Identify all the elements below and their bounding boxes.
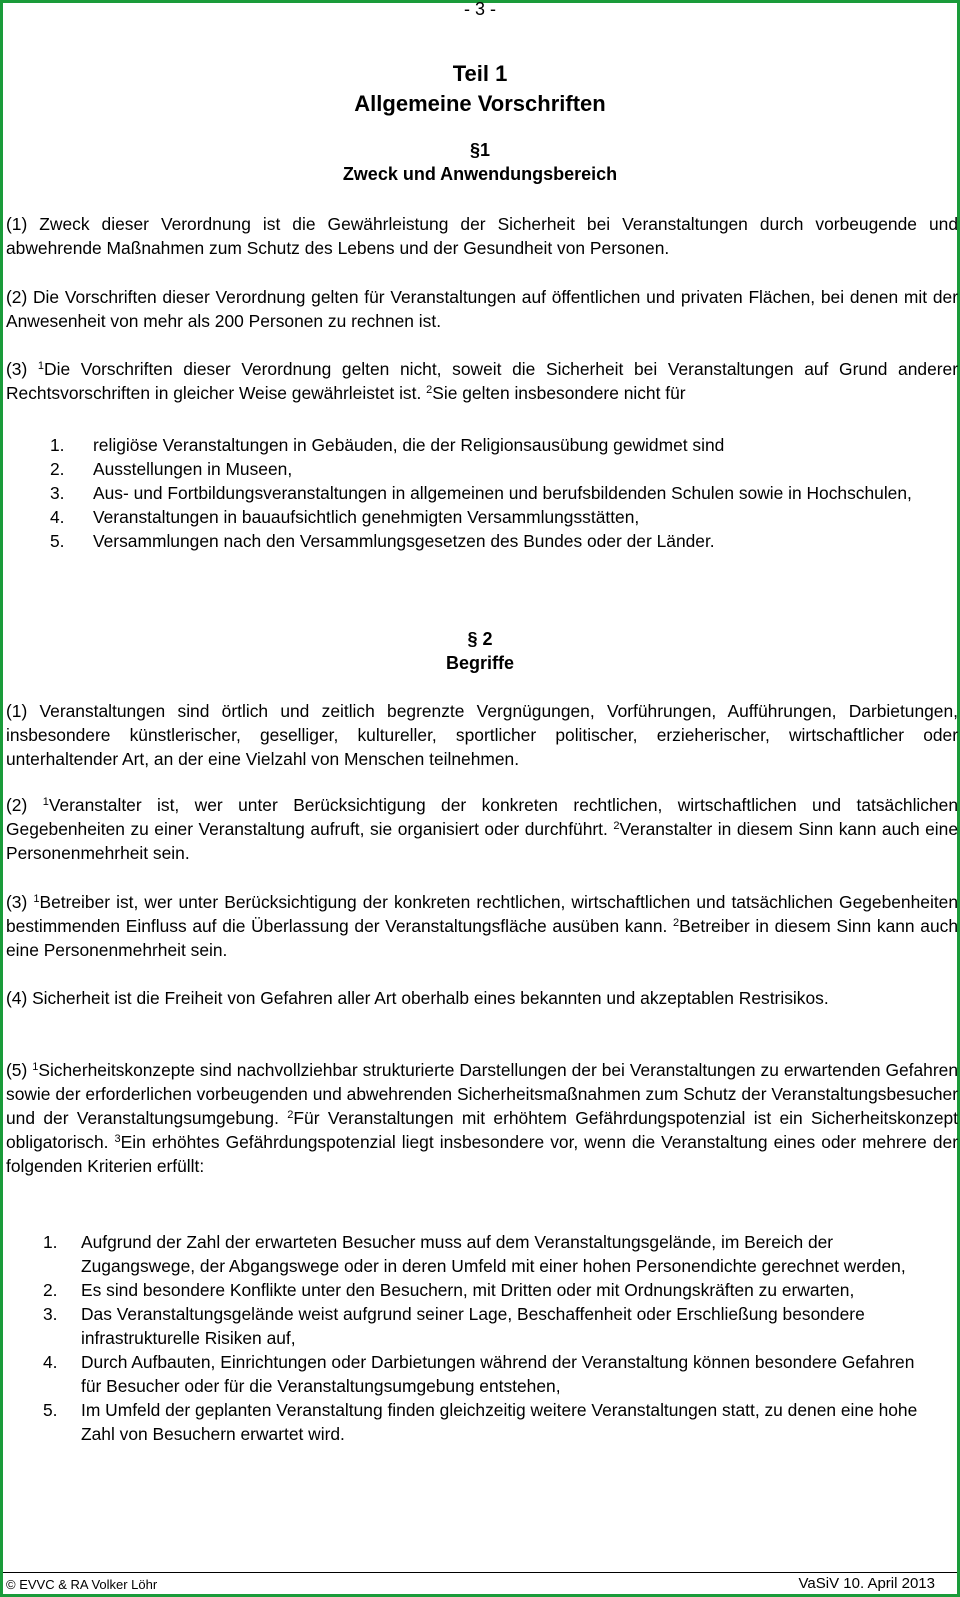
paragraph-1-2: (2) Die Vorschriften dieser Verordnung gelten für Veranstaltungen auf öffentlichen und privaten Flächen, bei denen mit der Anwesenheit von mehr als 200 Personen zu rechnen ist.	[6, 287, 958, 331]
page-number: - 3 -	[463, 0, 496, 19]
list-item: 5. Im Umfeld der geplanten Veranstaltung finden gleichzeitig weitere Veranstaltungen statt, zu denen eine hohe Zahl von Besuchern erwartet wird.	[43, 1400, 918, 1444]
paragraph-1-3: (3) $^1$Die Vorschriften dieser Verordnung gelten nicht, soweit die Sicherheit bei Veranstaltungen auf Grund anderer Rechtsvorschriften in gleicher Weise gewährleistet ist. $^2$Sie gelten insbesondere nicht für	[6, 359, 958, 403]
section-number: §1	[469, 140, 491, 160]
list-item: 2. Es sind besondere Konflikte unter den Besuchern, mit Dritten oder mit Ordnungskräften zu erwarten,	[43, 1280, 855, 1300]
section-2-heading	[3, 627, 957, 675]
list-item: 1. religiöse Veranstaltungen in Gebäuden, die der Religionsausübung gewidmet sind	[50, 435, 725, 455]
part-title: Allgemeine Vorschriften	[354, 91, 606, 116]
section-title: Begriffe	[445, 653, 514, 673]
list-item: 4. Veranstaltungen in bauaufsichtlich genehmigten Versammlungsstätten,	[50, 507, 640, 527]
list-item: 3. Das Veranstaltungsgelände weist aufgrund seiner Lage, Beschaffenheit oder Erschließung besondere infrastrukturelle Risiken auf,	[43, 1304, 865, 1348]
list-item: 2. Ausstellungen in Museen,	[50, 459, 293, 479]
paragraph-2-4: (4) Sicherheit ist die Freiheit von Gefahren aller Art oberhalb eines bekannten und akzeptablen Restrisikos.	[6, 988, 829, 1008]
footer-copyright: © EVVC & RA Volker Löhr	[6, 1577, 158, 1592]
list-item: 1. Aufgrund der Zahl der erwarteten Besucher muss auf dem Veranstaltungsgelände, im Bereich der Zugangswege, der Abgangswege oder in deren Umfeld mit einer hohen Personendichte gerechnet werden,	[43, 1232, 906, 1276]
section-1-list	[50, 433, 955, 553]
part-number: Teil 1	[452, 61, 508, 86]
section-2-list	[43, 1230, 927, 1446]
paragraph-1-1: (1) Zweck dieser Verordnung ist die Gewährleistung der Sicherheit bei Veranstaltungen durch vorbeugende und abwehrende Maßnahmen zum Schutz des Lebens und der Gesundheit von Personen.	[6, 214, 958, 258]
footer-divider	[3, 1572, 957, 1573]
section-1-heading	[3, 138, 957, 186]
part-heading	[3, 59, 957, 119]
list-item: 5. Versammlungen nach den Versammlungsgesetzen des Bundes oder der Länder.	[50, 531, 715, 551]
paragraph-2-5: (5) $^1$Sicherheitskonzepte sind nachvollziehbar strukturierte Darstellungen der bei Veranstaltungen zu erwartenden Gefahren sowie der erforderlichen vorbeugenden und abwehrenden Sicherheitsmaßnahmen zum Schutz der Veranstaltungsbesucher und der Veranstaltungsumgebung. $^2$Für Veranstaltungen mit erhöhtem Gefährdungspotenzial ist ein Sicherheitskonzept obligatorisch. $^3$Ein erhöhtes Gefährdungspotenzial liegt insbesondere vor, wenn die Veranstaltung eines oder mehrere der folgenden Kriterien erfüllt:	[6, 1060, 958, 1176]
section-title: Zweck und Anwendungsbereich	[342, 164, 618, 184]
list-item: 3. Aus- und Fortbildungsveranstaltungen in allgemeinen und berufsbildenden Schulen sowie in Hochschulen,	[50, 483, 912, 503]
paragraph-2-3: (3) $^1$Betreiber ist, wer unter Berücksichtigung der konkreten rechtlichen, wirtschaftlichen und tatsächlichen Gegebenheiten bestimmenden Einfluss auf die Überlassung der Veranstaltungsfläche ausüben kann. $^2$Betreiber in diesem Sinn kann auch eine Personenmehrheit sein.	[6, 892, 958, 960]
paragraph-2-1: (1) Veranstaltungen sind örtlich und zeitlich begrenzte Vergnügungen, Vorführungen, Aufführungen, Darbietungen, insbesondere künstlerischer, geselliger, kultureller, sportlicher politischer, erzieherischer, wirtschaftlicher oder unterhaltender Art, an der eine Vielzahl von Menschen teilnehmen.	[6, 701, 958, 769]
footer-version: VaSiV 10. April 2013	[798, 1575, 935, 1592]
section-number: § 2	[467, 629, 493, 649]
paragraph-2-2: (2) $^1$Veranstalter ist, wer unter Berücksichtigung der konkreten rechtlichen, wirtschaftlichen und tatsächlichen Gegebenheiten zu einer Veranstaltung aufruft, sie organisiert oder durchführt. $^2$Veranstalter in diesem Sinn kann auch eine Personenmehrheit sein.	[6, 795, 959, 863]
list-item: 4. Durch Aufbauten, Einrichtungen oder Darbietungen während der Veranstaltung können besondere Gefahren für Besucher oder für die Veranstaltungsumgebung entstehen,	[43, 1352, 915, 1396]
